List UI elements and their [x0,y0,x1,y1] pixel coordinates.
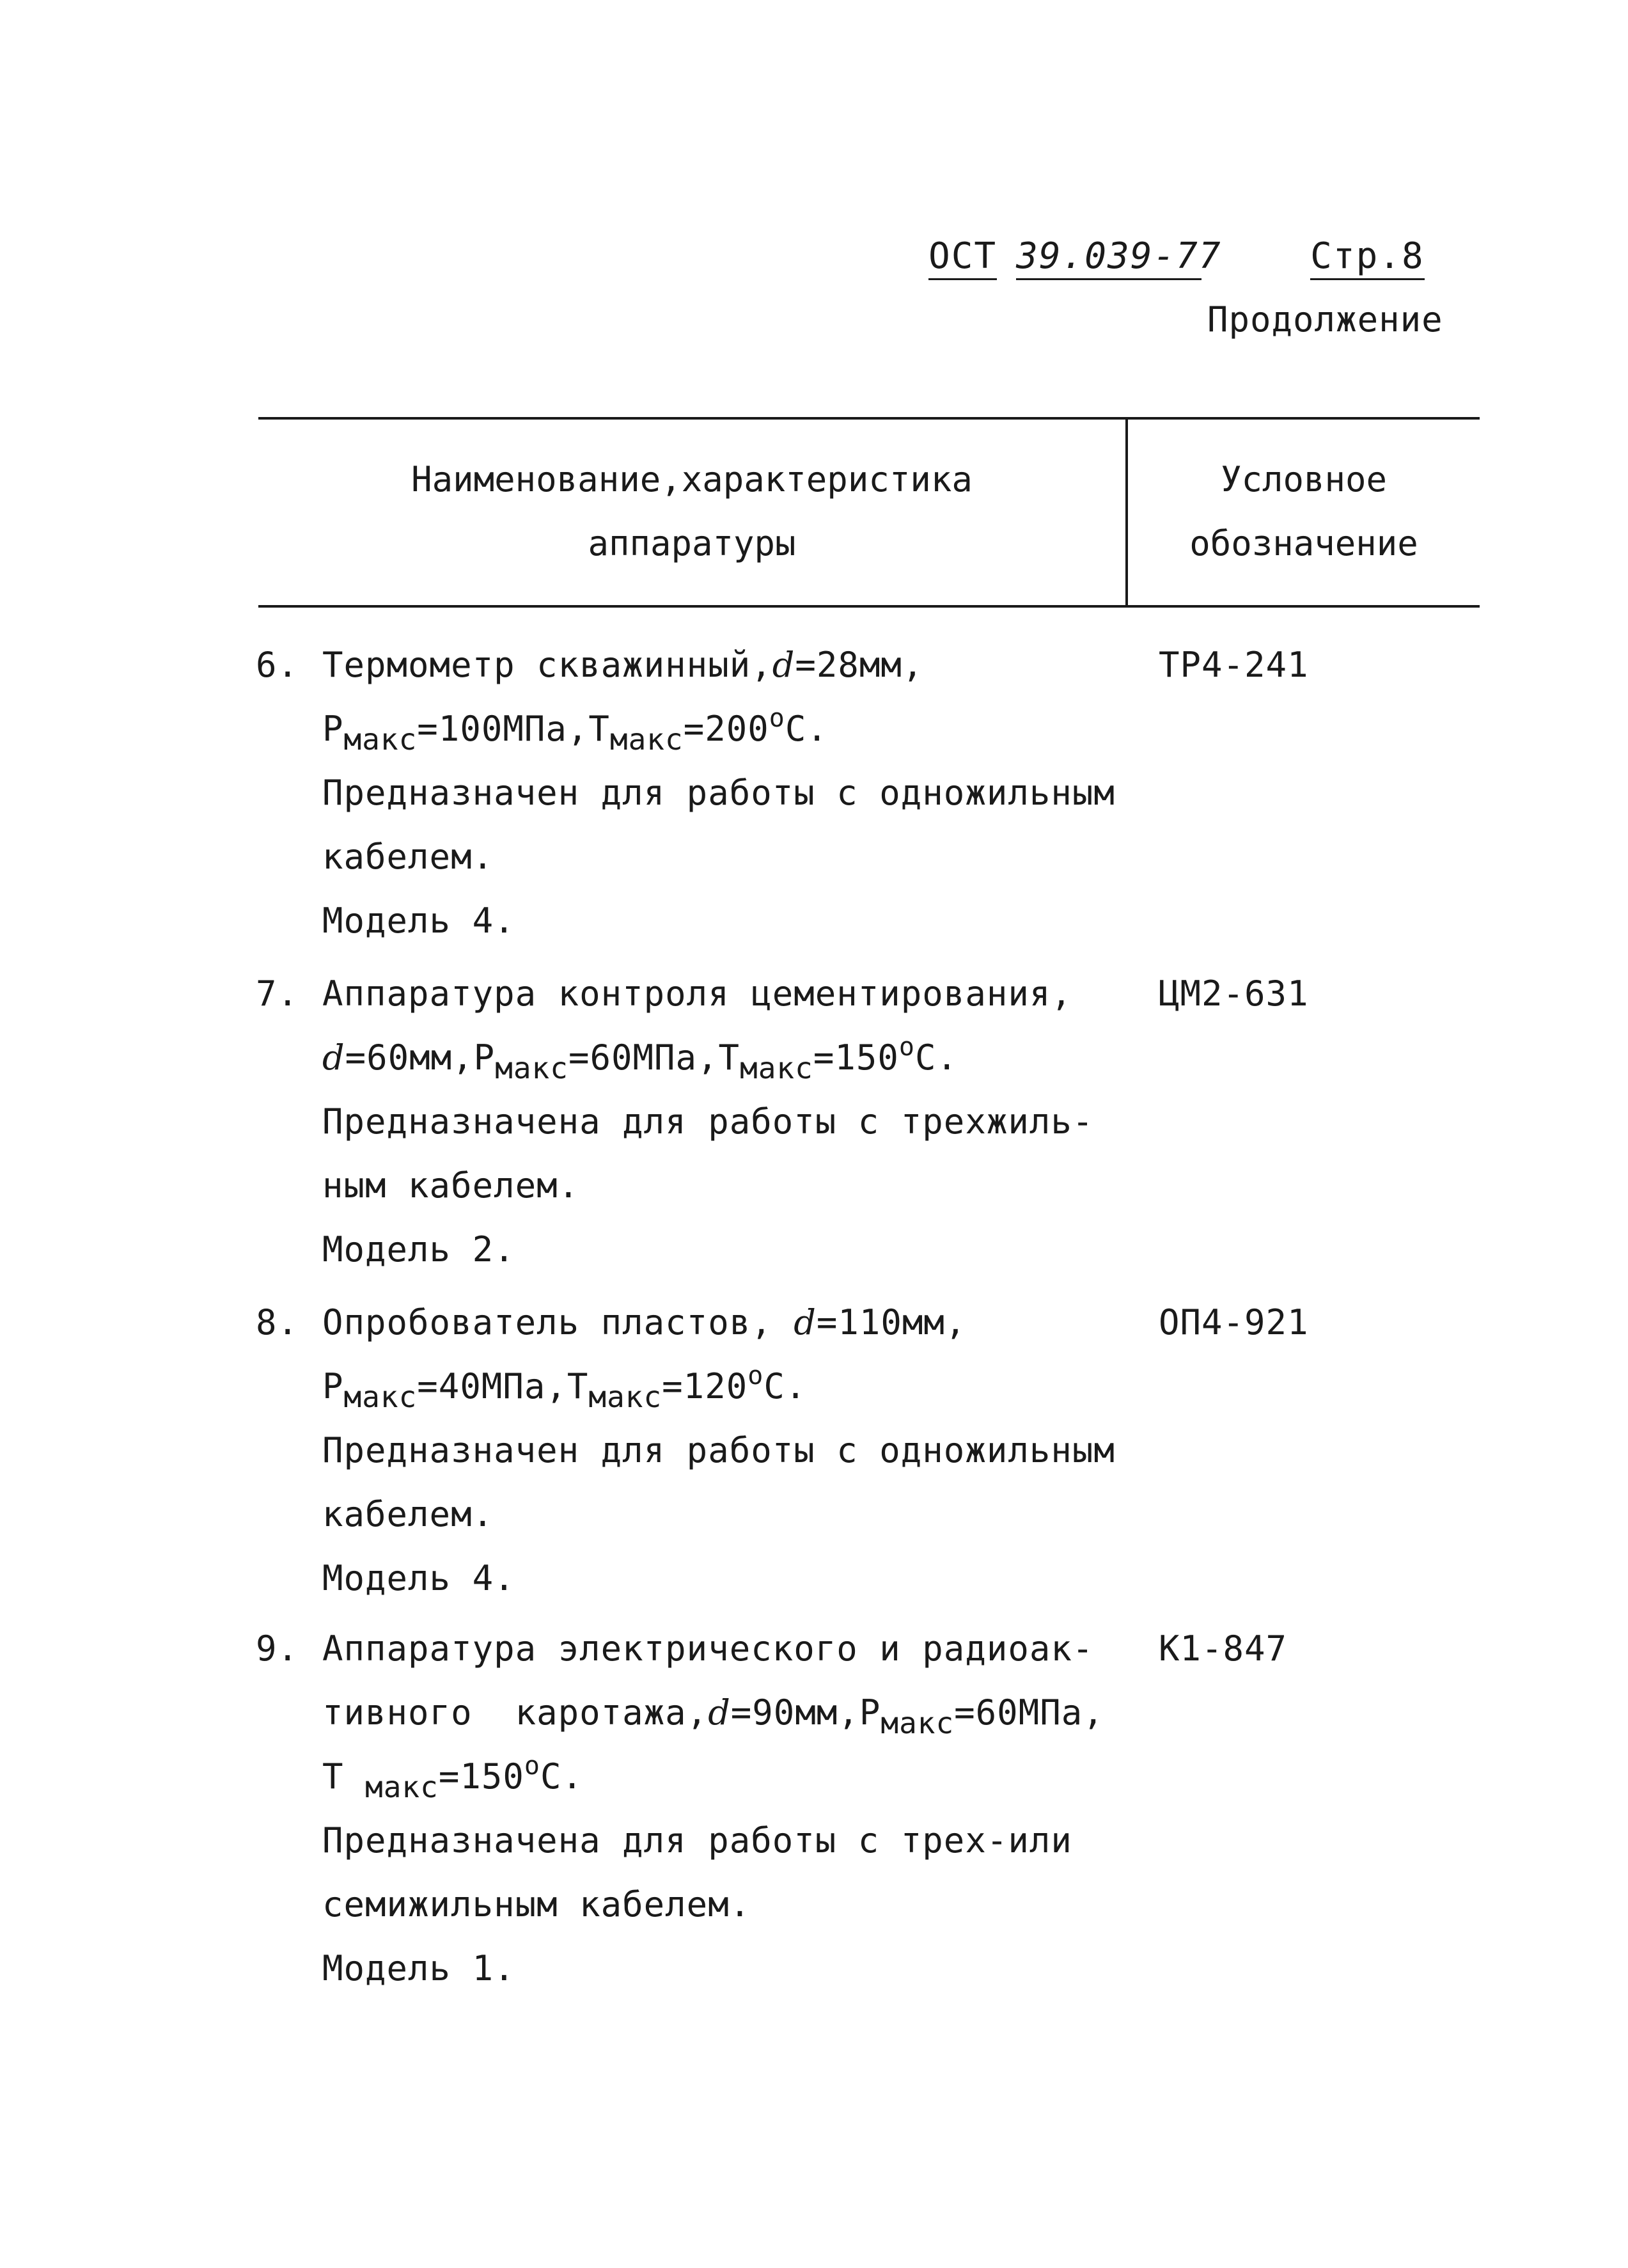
item-line: тивного $каротажа,d=90мм,P_{макс}=60МПа$, [322,1692,1104,1740]
item-line: кабелем. [322,837,494,877]
item-designation: ЦМ2-631 [1159,973,1309,1014]
item-designation: К1-847 [1159,1628,1288,1669]
item-line: $P_{макс}=100МПа,T_{макс}=200^oC$. [322,704,828,757]
equipment-item-7 [256,962,1309,1282]
item-line: Модель 4. [322,901,515,941]
table-header-rule [258,605,1480,608]
item-line: $d=60мм,P_{макс}=60МПа,T_{макс}=150^oC$. [322,1032,958,1085]
item-line: Предназначен для работы с одножильным [322,1430,1115,1470]
item-line: кабелем. [322,1494,494,1534]
continuation-label: Продолжение [1207,299,1443,340]
item-designation: ОП4-921 [1159,1302,1309,1343]
document-code-header [928,235,1425,280]
item-line: 8. Опробователь пластов, d=110мм, [256,1291,1151,1355]
standard-prefix: ОСТ [928,235,997,280]
column-header-designation: Условное обозначение [1189,459,1418,563]
item-line: семижильным кабелем. [322,1884,751,1925]
item-line: Предназначен для работы с одножильным [322,773,1115,813]
item-line: 7. Аппаратура контроля цементирования, [256,962,1151,1026]
item-line: Модель 4. [322,1558,515,1598]
equipment-item-9 [256,1617,1288,2001]
equipment-item-6 [256,633,1309,953]
item-line: ным кабелем. [322,1165,580,1206]
column-header-name: Наименование,характеристика аппаратуры [411,459,973,563]
item-number: 9. [256,1628,299,1669]
item-line: T $_{макс}=150^oC$. [322,1751,583,1804]
standard-number: 39.039-77 [1016,235,1201,280]
item-line: $P_{макс}=40МПа,T_{макс}=120^oC$. [322,1361,807,1414]
item-number: 7. [256,973,299,1014]
item-line: 6. Термометр скважинный,d=28мм, [256,633,1151,697]
item-line: Модель 1. [322,1948,515,1988]
table-top-rule [258,417,1480,420]
item-line: Модель 2. [322,1229,515,1270]
item-line: Предназначена для работы с трех-или [322,1820,1072,1861]
page-number: Стр.8 [1310,235,1425,280]
item-line: 9. Аппаратура электрического и радиоак- [256,1617,1151,1681]
item-line: Предназначена для работы с трехжиль- [322,1101,1094,1142]
item-designation: ТР4-241 [1159,645,1309,685]
equipment-item-8 [256,1291,1309,1610]
item-number: 6. [256,645,299,685]
item-number: 8. [256,1302,299,1343]
